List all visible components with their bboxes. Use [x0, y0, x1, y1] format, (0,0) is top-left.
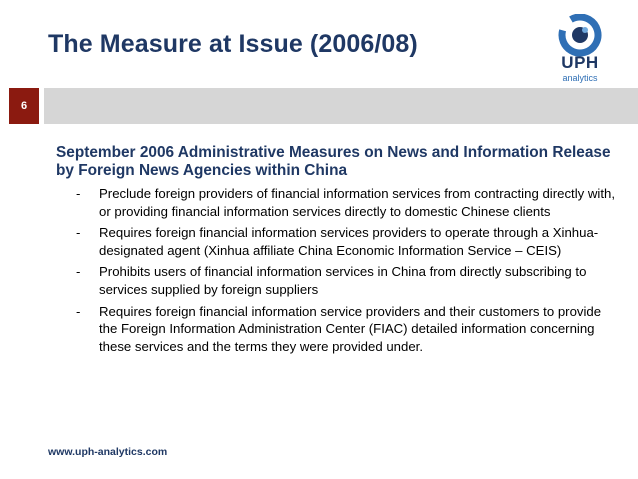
bullet-dash: -	[76, 225, 81, 241]
list-item	[68, 263, 616, 298]
logo-name: UPH	[561, 53, 599, 72]
header-band	[44, 88, 638, 124]
list-item	[68, 185, 616, 220]
list-item	[68, 303, 616, 356]
page-number-badge: 6	[9, 88, 39, 124]
list-item	[68, 224, 616, 259]
bullet-list	[68, 185, 616, 359]
footer-url[interactable]: www.uph-analytics.com	[48, 446, 168, 458]
bullet-dash: -	[76, 186, 81, 201]
bullet-text: Requires foreign financial information service providers and their customers to provide the Foreign Information Administration Center (FIAC) detailed information concerning these services and the terms they were provided under.	[99, 303, 602, 354]
section-heading: September 2006 Administrative Measures on News and Information Release by Foreign News Agencies within China	[56, 144, 611, 179]
bullet-text: Preclude foreign providers of financial information services from contracting directly with, or providing financial information services directly to domestic Chinese clients	[99, 186, 615, 219]
slide-title: The Measure at Issue (2006/08)	[48, 30, 418, 58]
logo-subtitle: analytics	[562, 73, 598, 83]
bullet-text: Requires foreign financial information services providers to operate through a Xinhua-designated agent (Xinhua affiliate China Economic Information Service – CEIS)	[99, 225, 599, 258]
bullet-dash: -	[76, 303, 81, 319]
bullet-text: Prohibits users of financial information services in China from directly subscribing to services supplied by foreign suppliers	[99, 264, 587, 297]
bullet-dash: -	[76, 264, 81, 280]
